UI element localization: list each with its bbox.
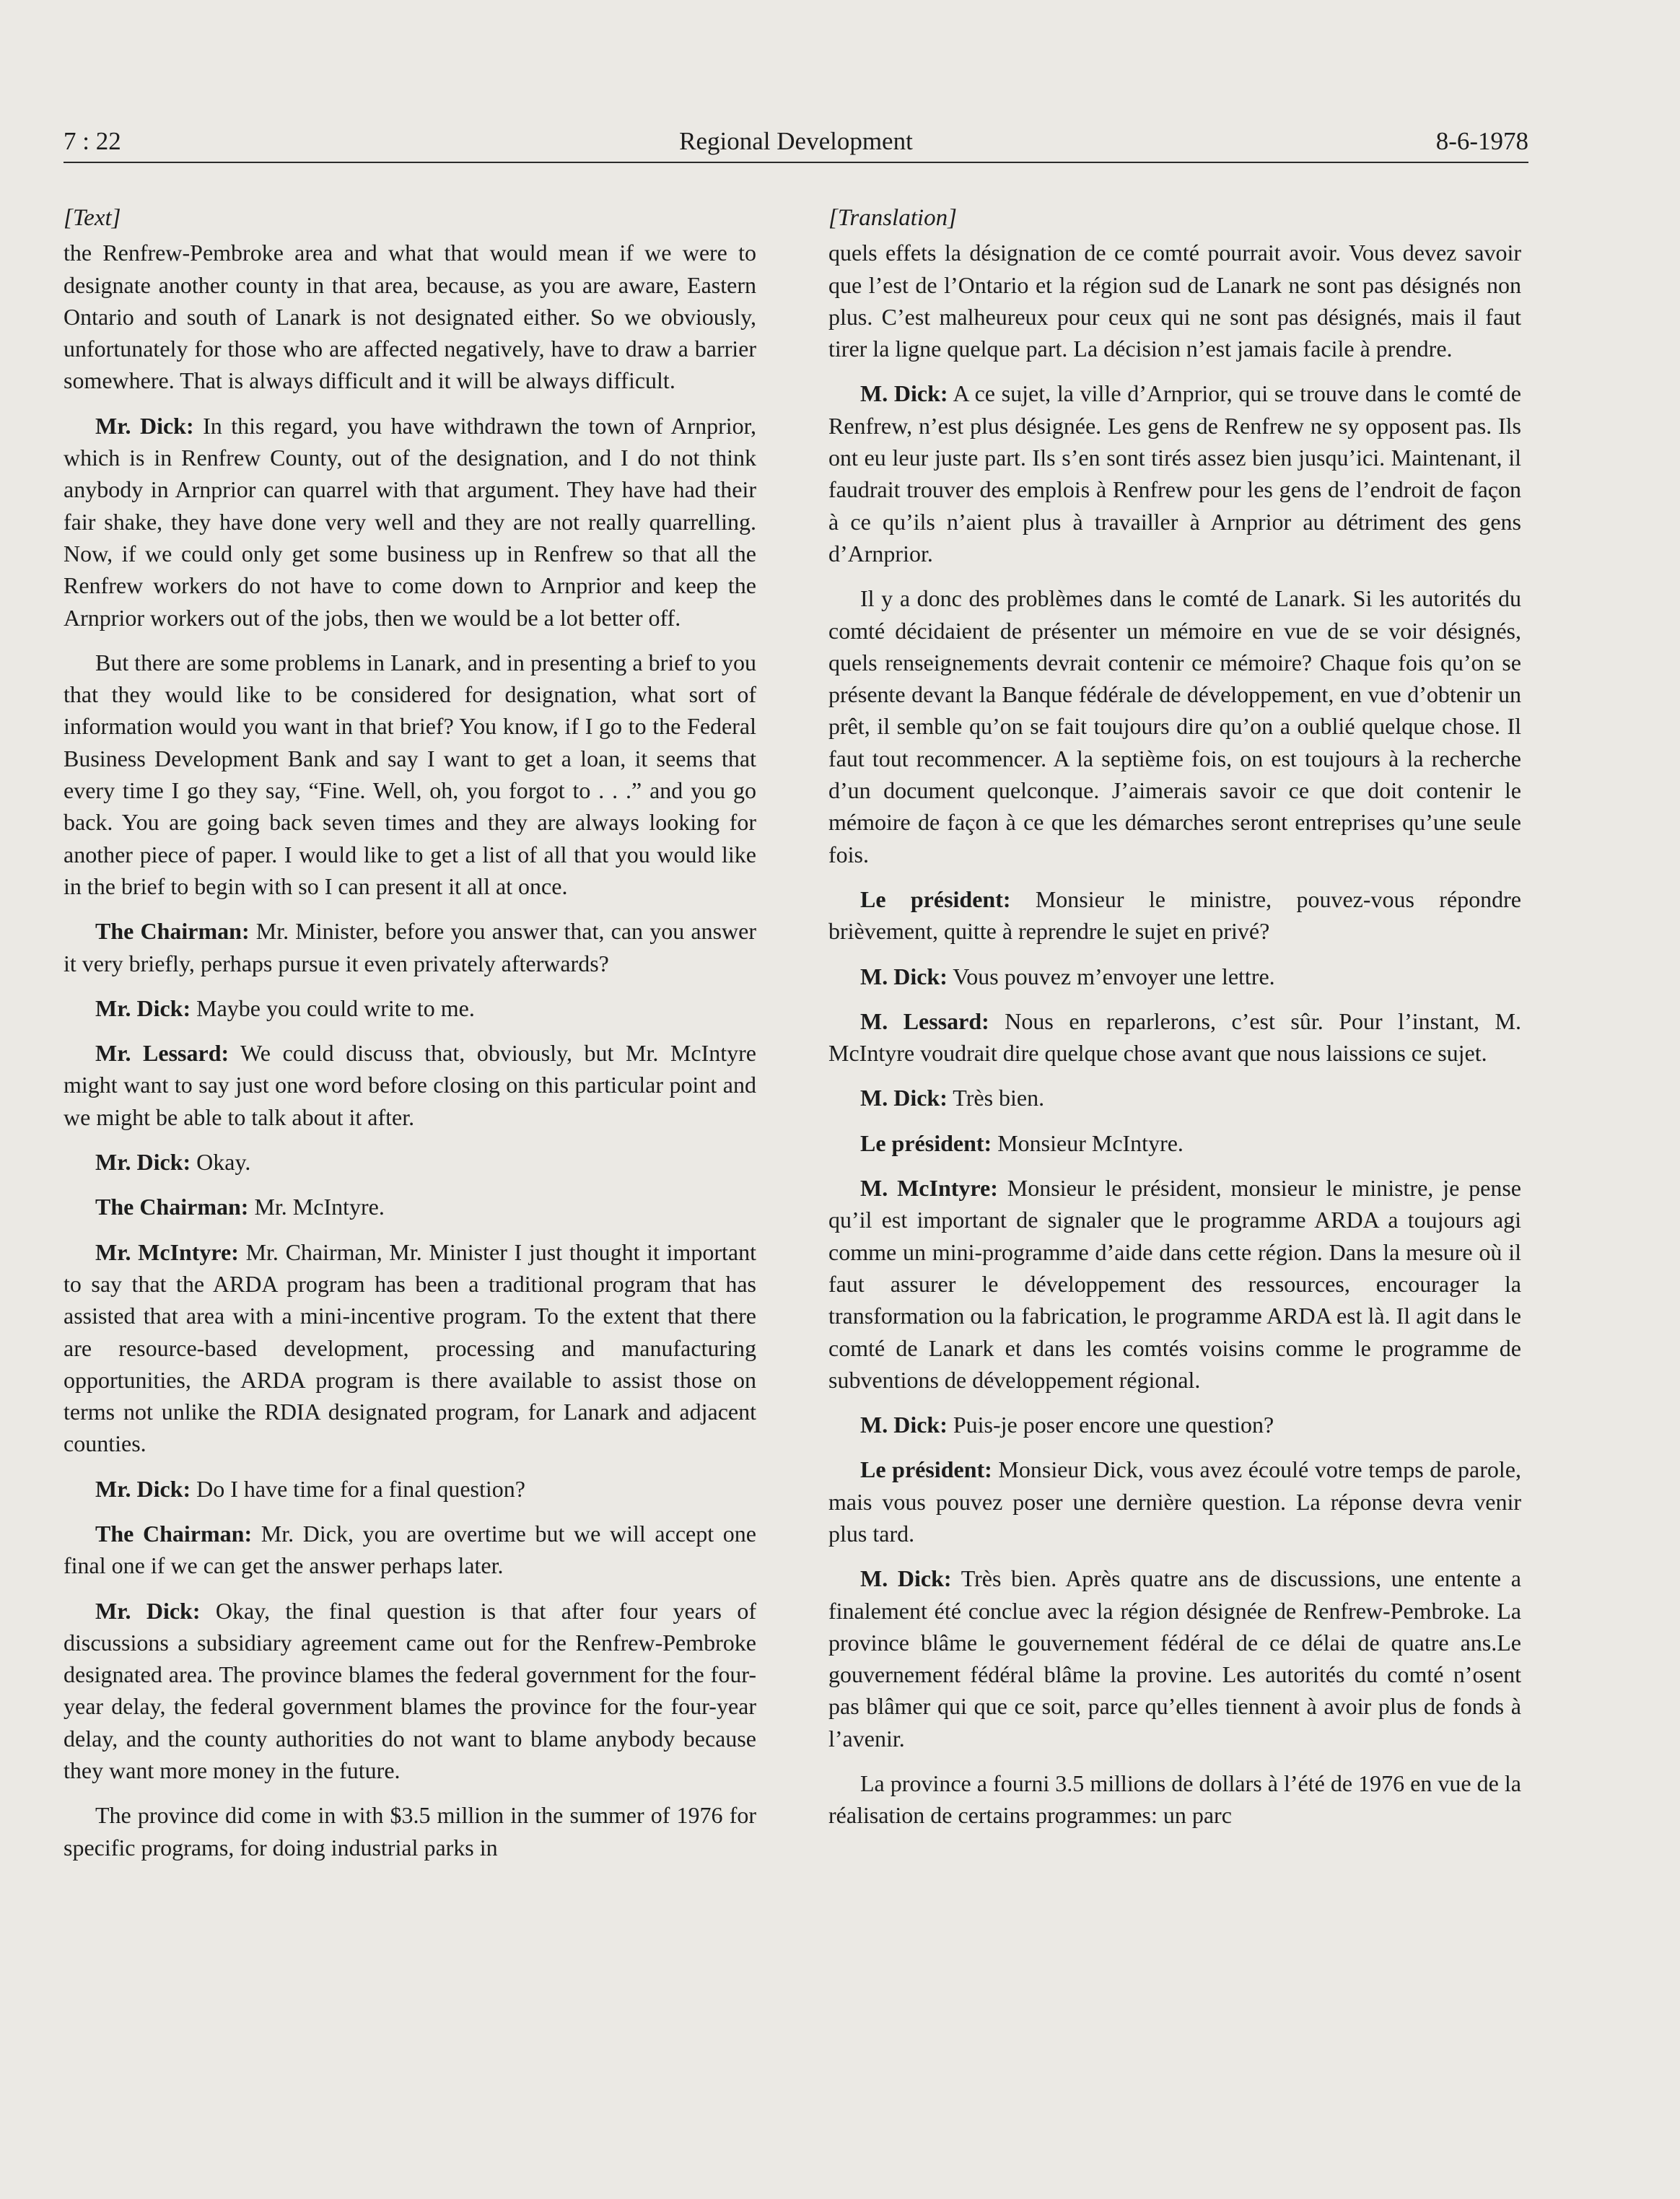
speaker-name: Mr. Dick: [95, 1475, 191, 1502]
paragraph-text: Maybe you could write to me. [191, 994, 475, 1021]
speaker-name: Mr. Dick: [95, 994, 191, 1021]
paragraph-text: Mr. McIntyre. [248, 1194, 385, 1220]
transcript-paragraph [828, 1453, 1521, 1549]
paragraph-text: Mr. Minister, before you answer that, can you answer it very briefly, perhaps pursue it even privately afterwards? [64, 918, 757, 976]
paragraph-text: Okay. [191, 1149, 251, 1176]
speaker-name: M. Dick: [860, 963, 948, 989]
transcript-paragraph [64, 1473, 756, 1505]
transcript-paragraph [828, 961, 1521, 992]
transcript-paragraph [828, 237, 1521, 364]
transcript-paragraph [64, 1595, 756, 1787]
paragraph-text: the Renfrew-Pembroke area and what that would mean if we were to designate another county in that area, because, as you are aware, Eastern Ontario and south of Lanark is not designated either. So we obviously, unfortunately for those who are affected negatively, have to draw a barrier somewhere. That is always difficult and it will be always difficult. [64, 240, 756, 394]
paragraph-text: We could discuss that, obviously, but Mr. McIntyre might want to say just one word before closing on this particular point and we might be able to talk about it after. [64, 1040, 757, 1130]
paragraph-text: A ce sujet, la ville d’Arnprior, qui se trouve dans le comté de Renfrew, n’est plus désignée. Les gens de Renfrew ne sy opposent pas. Ils ont eu leur juste part. Ils s’en sont tirés assez bien jusqu’ici. Maintenant, il faudrait trouver des emplois à Renfrew pour les gens de l’endroit de façon à ce qu’ils n’aient plus à travailler à Arnprior au détriment des gens d’Arnprior. [828, 380, 1522, 567]
speaker-name: M. Dick: [860, 1085, 948, 1111]
paragraph-text: Puis-je poser encore une question? [947, 1412, 1274, 1438]
paragraph-text: Nous en reparlerons, c’est sûr. Pour l’instant, M. McIntyre voudrait dire quelque chose avant que nous laissions ce sujet. [828, 1007, 1522, 1067]
transcript-paragraph [64, 1146, 756, 1178]
transcript-paragraph [828, 1767, 1521, 1832]
paragraph-text: quels effets la désignation de ce comté pourrait avoir. Vous devez savoir que l’est de l’Ontario et la région sud de Lanark ne sont pas désignés non plus. C’est malheureux pour ceux qui ne sont pas désignés, mais il faut tirer la ligne quelque part. La décision n’est jamais facile à prendre. [828, 240, 1521, 362]
transcript-paragraph [64, 410, 756, 634]
transcript-paragraph [828, 1127, 1521, 1159]
transcript-paragraph [828, 582, 1521, 870]
transcript-paragraph [828, 1172, 1521, 1396]
speaker-name: M. Dick: [860, 1565, 952, 1592]
transcript-paragraph [828, 1409, 1521, 1441]
transcript-paragraph [828, 377, 1521, 569]
english-column [64, 202, 756, 1876]
transcript-paragraph [64, 992, 756, 1024]
speaker-name: Mr. Dick: [95, 1149, 191, 1176]
transcript-paragraph [64, 915, 756, 979]
transcript-paragraph [64, 1518, 756, 1582]
speaker-name: Mr. McIntyre: [95, 1238, 239, 1265]
transcript-paragraph [64, 1037, 756, 1133]
speaker-name: Le président: [860, 1456, 992, 1483]
page-date: 8-6-1978 [1435, 127, 1528, 155]
paragraph-text: Do I have time for a final question? [191, 1475, 525, 1502]
paragraph-text: Monsieur McIntyre. [992, 1129, 1184, 1156]
speaker-name: Mr. Dick: [95, 412, 194, 439]
speaker-name: The Chairman: [95, 1520, 253, 1547]
paragraph-text: Vous pouvez m’envoyer une lettre. [947, 963, 1275, 989]
transcript-paragraph [828, 1082, 1521, 1114]
transcript-paragraph [64, 237, 756, 396]
paragraph-text: Monsieur Dick, vous avez écoulé votre temps de parole, mais vous pouvez poser une dernière question. La réponse devra venir plus tard. [828, 1456, 1522, 1547]
paragraph-text: La province a fourni 3.5 millions de dollars à l’été de 1976 en vue de la réalisation de certains programmes: un parc [828, 1770, 1521, 1829]
english-column-label: [Text] [64, 205, 121, 231]
paragraph-text: The province did come in with $3.5 million in the summer of 1976 for specific programs, for doing industrial parks in [64, 1802, 756, 1861]
speaker-name: Le président: [860, 886, 1011, 912]
speaker-name: M. McIntyre: [860, 1175, 998, 1202]
transcript-paragraph [828, 1562, 1521, 1754]
paragraph-text: But there are some problems in Lanark, and in presenting a brief to you that they would like to be considered for designation, what sort of information would you want in that brief? You know, if I go to the Federal Business Development Bank and say I want to get a loan, it seems that every time I go they say, “Fine. Well, oh, you forgot to . . .” and you go back. You are going back seven times and they are always looking for another piece of paper. I would like to get a list of all that you would like in the brief to begin with so I can present it all at once. [64, 649, 756, 899]
speaker-name: Mr. Lessard: [95, 1040, 229, 1067]
paragraph-text: Mr. Dick, you are overtime but we will accept one final one if we can get the answer perhaps later. [64, 1520, 757, 1579]
speaker-name: M. Dick: [860, 1412, 948, 1438]
paragraph-text: Très bien. Après quatre ans de discussions, une entente a finalement été conclue avec la région désignée de Renfrew-Pembroke. La province blâme le gouvernement fédéral de ce délai de quatre ans.Le gouvernement fédéral blâme la provine. Les autorités du comté n’osent pas blâmer qui que ce soit, parce qu’elles tiennent à avoir plus de fonds à l’avenir. [828, 1565, 1522, 1752]
page-header [64, 124, 1528, 163]
speaker-name: M. Lessard: [860, 1007, 989, 1034]
french-column [828, 202, 1521, 1845]
running-title: Regional Development [679, 127, 913, 155]
page-number: 7 : 22 [64, 127, 121, 155]
french-column-label: [Translation] [828, 205, 957, 231]
paragraph-text: Monsieur le ministre, pouvez-vous répondre brièvement, quitte à reprendre le sujet en privé? [828, 886, 1522, 945]
paragraph-text: Mr. Chairman, Mr. Minister I just thought it important to say that the ARDA program has been a traditional program that has assisted that area with a mini-incentive program. To the extent that there are resource-based development, processing and manufacturing opportunities, the ARDA program is there available to assist those on terms not unlike the RDIA designated program, for Lanark and adjacent counties. [64, 1238, 757, 1457]
paragraph-text: In this regard, you have withdrawn the town of Arnprior, which is in Renfrew County, out of the designation, and I do not think anybody in Arnprior can quarrel with that argument. They have had their fair shake, they have done very well and they are not really quarrelling. Now, if we could only get some business up in Renfrew so that all the Renfrew workers do not have to come down to Arnprior and keep the Arnprior workers out of the jobs, then we would be a lot better off. [64, 412, 756, 631]
speaker-name: The Chairman: [95, 1194, 249, 1220]
transcript-paragraph [828, 1005, 1521, 1070]
paragraph-text: Très bien. [947, 1085, 1045, 1111]
transcript-paragraph [64, 647, 756, 902]
paragraph-text: Okay, the final question is that after four years of discussions a subsidiary agreement came out for the Renfrew-Pembroke designated area. The province blames the federal government for the four-year delay, the federal government blames the province for the four-year delay, and the county authorities do not want to blame anybody because they want more money in the future. [64, 1597, 757, 1784]
speaker-name: Le président: [860, 1129, 992, 1156]
transcript-paragraph [64, 1236, 756, 1460]
speaker-name: The Chairman: [95, 918, 250, 945]
transcript-paragraph [64, 1799, 756, 1863]
speaker-name: M. Dick: [860, 380, 948, 407]
paragraph-text: Il y a donc des problèmes dans le comté de Lanark. Si les autorités du comté décidaient de présenter un mémoire en vue de se voir désignés, quels renseignements devrait contenir ce mémoire? Chaque fois qu’on se présente devant la Banque fédérale de développement, en vue d’obtenir un prêt, il semble qu’on se fait toujours dire qu’on a oublié quelque chose. Il faut tout recommencer. A la septième fois, on est toujours à la recherche d’un document quelconque. J’aimerais savoir ce que doit contenir le mémoire de façon à ce que les démarches seront entreprises qu’une seule fois. [828, 585, 1521, 867]
transcript-paragraph [64, 1191, 756, 1223]
speaker-name: Mr. Dick: [95, 1597, 201, 1624]
paragraph-text: Monsieur le président, monsieur le ministre, je pense qu’il est important de signaler que le programme ARDA a toujours agi comme un mini-programme d’aide dans cette région. Dans la mesure où il faut assurer le développement des ressources, encourager la transformation ou la fabrication, le programme ARDA est là. Il agit dans le comté de Lanark et dans les comtés voisins comme le programme de subventions de développement régional. [828, 1175, 1522, 1393]
transcript-paragraph [828, 883, 1521, 948]
